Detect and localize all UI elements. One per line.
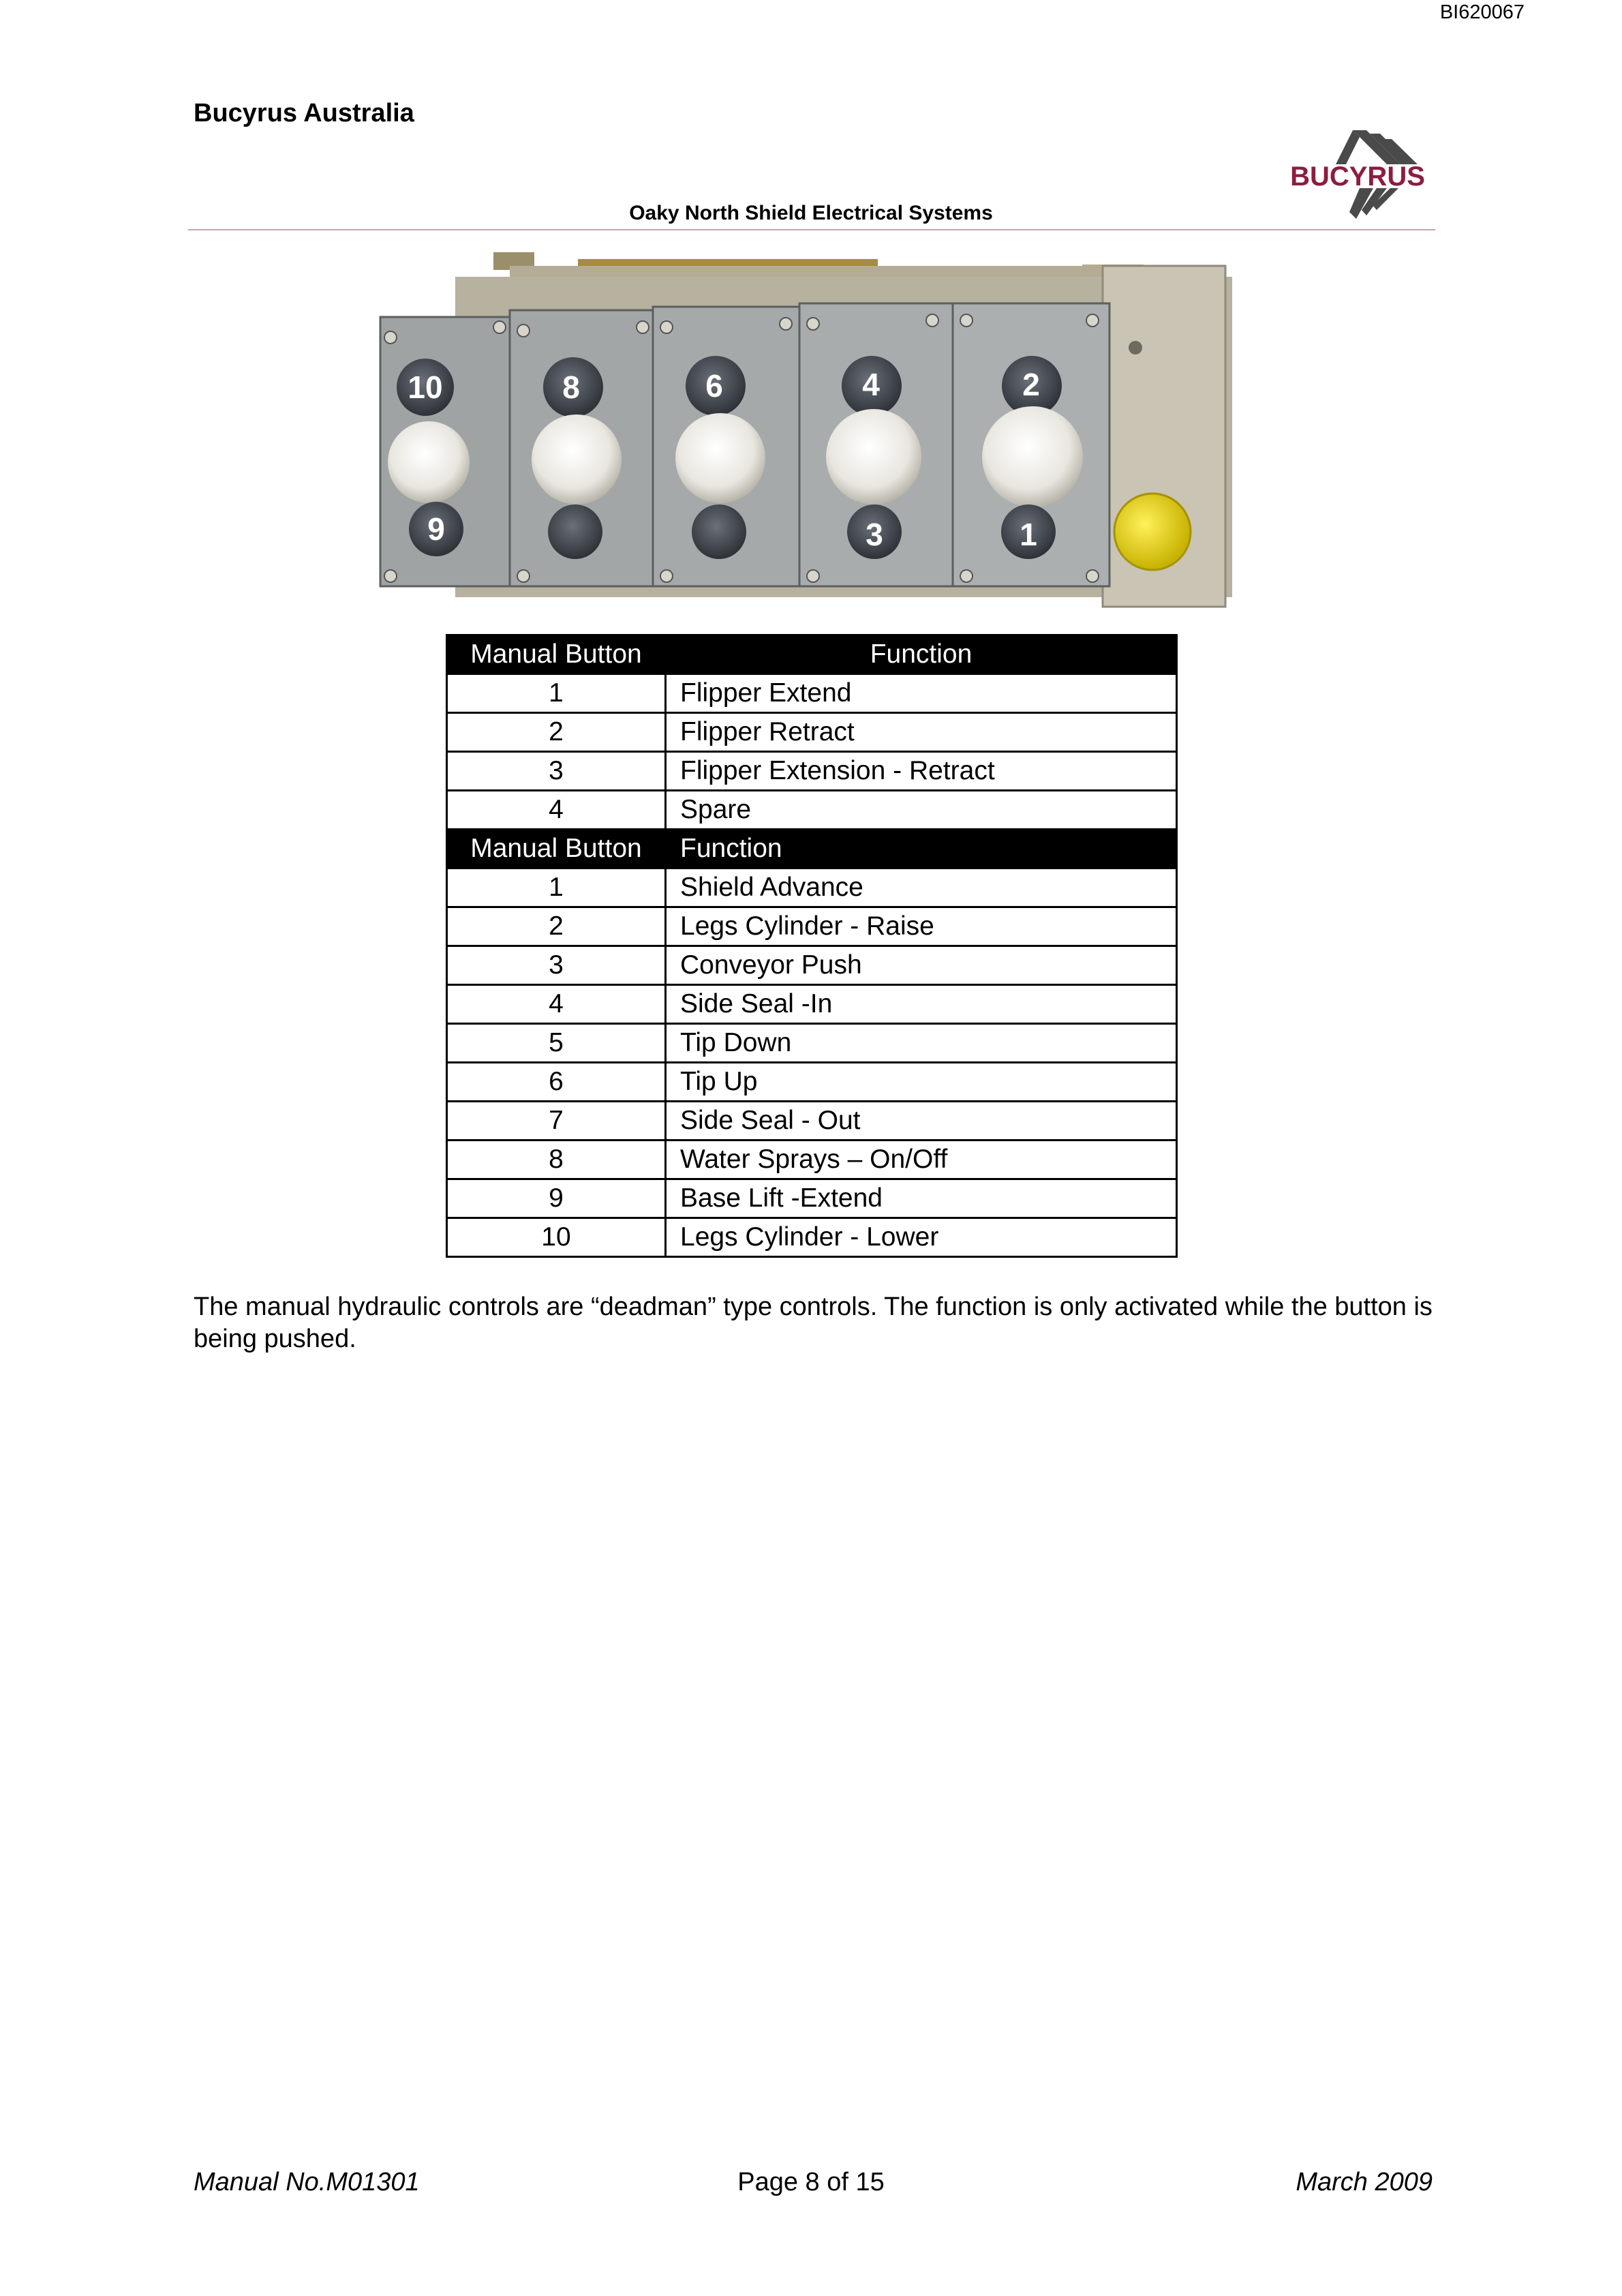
document-id: BI620067 <box>1439 1 1525 23</box>
table-row <box>447 1024 1177 1063</box>
button-function: Legs Cylinder - Raise <box>666 907 1177 946</box>
valve-label: 10 <box>408 369 443 405</box>
page-subtitle: Oaky North Shield Electrical Systems <box>629 202 993 224</box>
button-number: 1 <box>447 868 666 907</box>
valve-label: 3 <box>866 517 883 552</box>
table-row <box>447 1179 1177 1218</box>
table-row <box>447 1102 1177 1141</box>
table-row <box>447 791 1177 830</box>
valve-label: 8 <box>562 369 580 405</box>
deadman-control-note: The manual hydraulic controls are “deadman” type controls. The function is only activated while the button is being pushed. <box>194 1293 1433 1353</box>
button-function: Conveyor Push <box>666 946 1177 985</box>
button-function: Tip Down <box>666 1024 1177 1063</box>
valve-label: 9 <box>427 511 445 547</box>
button-function: Legs Cylinder - Lower <box>666 1218 1177 1257</box>
company-name: Bucyrus Australia <box>194 99 414 127</box>
button-number: 4 <box>447 985 666 1024</box>
valve-label: 4 <box>862 367 880 402</box>
button-function: Shield Advance <box>666 868 1177 907</box>
table-row <box>447 868 1177 907</box>
button-number: 4 <box>447 791 666 830</box>
column-header-function: Function <box>666 830 1177 868</box>
column-header-function: Function <box>666 635 1177 674</box>
button-function: Flipper Extend <box>666 674 1177 713</box>
table-header-row <box>447 830 1177 868</box>
table-row <box>447 985 1177 1024</box>
header-divider <box>188 229 1435 230</box>
table-row <box>447 674 1177 713</box>
column-header-button: Manual Button <box>447 830 666 868</box>
button-number: 3 <box>447 946 666 985</box>
button-function: Flipper Extension - Retract <box>666 752 1177 791</box>
button-number: 2 <box>447 713 666 752</box>
bucyrus-logo <box>1281 127 1435 226</box>
valve-label: 2 <box>1022 367 1040 402</box>
button-function: Side Seal - Out <box>666 1102 1177 1141</box>
valve-label: 6 <box>705 368 723 404</box>
table-row <box>447 752 1177 791</box>
button-function: Side Seal -In <box>666 985 1177 1024</box>
footer-manual-number: Manual No.M01301 <box>194 2168 420 2196</box>
button-function: Spare <box>666 791 1177 830</box>
valve-label: 1 <box>1020 517 1037 552</box>
table-row <box>447 713 1177 752</box>
button-number: 10 <box>447 1218 666 1257</box>
button-number: 6 <box>447 1063 666 1102</box>
button-function: Water Sprays – On/Off <box>666 1141 1177 1179</box>
button-function: Flipper Retract <box>666 713 1177 752</box>
button-function: Base Lift -Extend <box>666 1179 1177 1218</box>
table-row <box>447 1218 1177 1257</box>
table-row <box>447 1141 1177 1179</box>
manual-button-function-table <box>446 634 1178 1258</box>
table-row <box>447 1063 1177 1102</box>
button-number: 7 <box>447 1102 666 1141</box>
button-number: 1 <box>447 674 666 713</box>
footer-date: March 2009 <box>1296 2168 1433 2196</box>
table-row <box>447 946 1177 985</box>
table-row <box>447 907 1177 946</box>
button-function: Tip Up <box>666 1063 1177 1102</box>
button-number: 3 <box>447 752 666 791</box>
button-number: 2 <box>447 907 666 946</box>
button-number: 5 <box>447 1024 666 1063</box>
column-header-button: Manual Button <box>447 635 666 674</box>
control-valve-photo <box>373 245 1253 627</box>
button-number: 9 <box>447 1179 666 1218</box>
table-header-row <box>447 635 1177 674</box>
button-number: 8 <box>447 1141 666 1179</box>
svg-text:BUCYRUS: BUCYRUS <box>1290 162 1425 192</box>
footer-page-number: Page 8 of 15 <box>737 2168 885 2196</box>
